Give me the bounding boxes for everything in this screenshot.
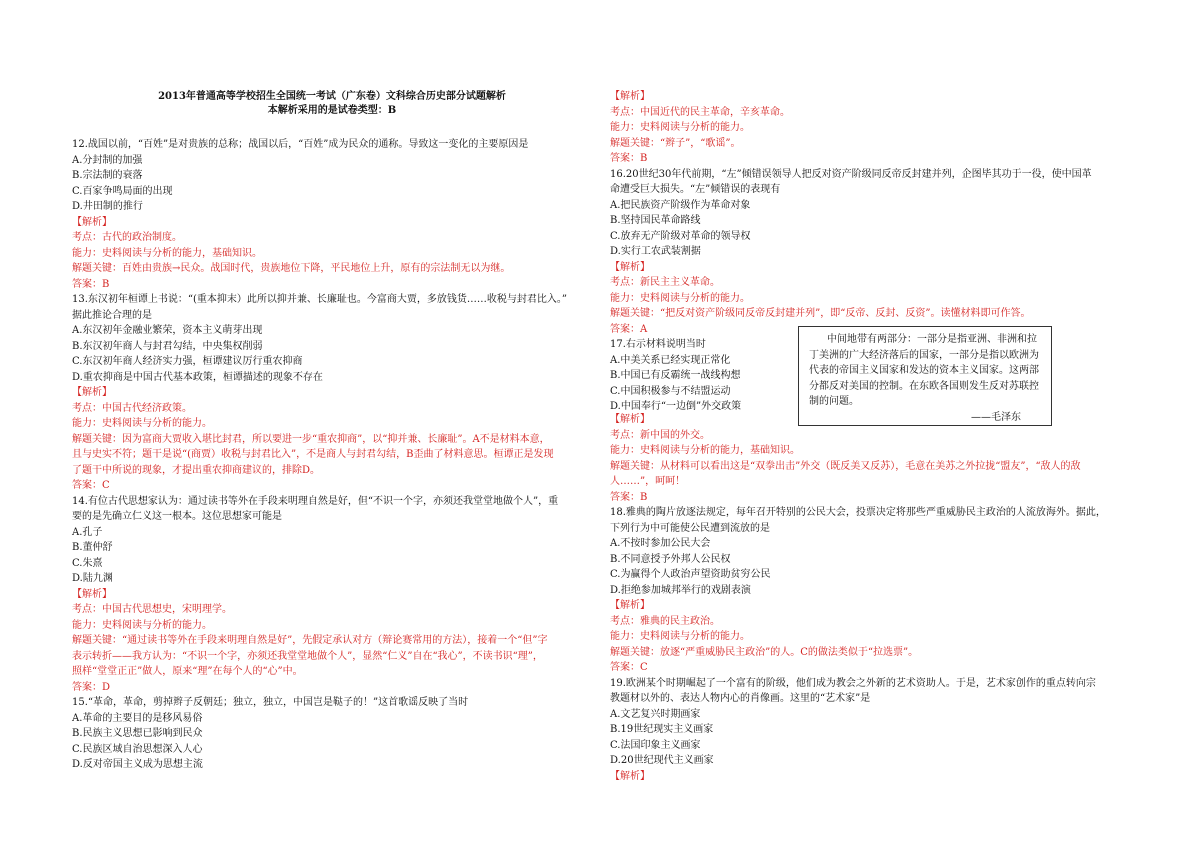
text-line: 答案：D <box>72 681 111 693</box>
text-line: C.朱熹 <box>72 557 103 569</box>
text-line: 【解析】 <box>72 588 112 600</box>
text-line: B.东汉初年商人与封君勾结，中央集权削弱 <box>72 340 263 352</box>
text-line: 据此推论合理的是 <box>72 309 152 321</box>
text-line: C.中国积极参与不结盟运动 <box>610 385 731 397</box>
quote-line: 丁美洲的广大经济落后的国家，一部分是指以欧洲为 <box>809 349 1039 361</box>
text-line: 解题关键：从材料可以看出这是“双拳出击”外交（既反美又反苏），毛意在美苏之外拉拢“盟友”，“敌人的敌 <box>610 460 1081 472</box>
text-line: 表示转折——我方认为：“不识一个字，亦须还我堂堂地做个人”，显然“仁义”自在“我心”，不读书识“理”， <box>72 650 543 662</box>
text-line: 答案：A <box>610 323 648 335</box>
text-line: 照样“堂堂正正”做人，原来“理”在每个人的“心”中。 <box>72 666 303 677</box>
text-line: A.革命的主要目的是移风易俗 <box>72 712 203 724</box>
text-line: B.19世纪现实主义画家 <box>610 724 714 735</box>
text-line: 考点：雅典的民主政治。 <box>610 615 720 627</box>
text-line: D.反对帝国主义成为思想主流 <box>72 759 203 770</box>
text-line: 答案：C <box>610 662 648 673</box>
text-line: A.中美关系已经实现正常化 <box>610 354 731 366</box>
text-line: 考点：中国古代经济政策。 <box>72 402 192 414</box>
text-line: 解题关键：“辫子”，“歌谣”。 <box>610 137 741 149</box>
text-line: C.为赢得个人政治声望资助贫穷公民 <box>610 569 771 580</box>
text-line: D.陆九渊 <box>72 573 113 584</box>
text-line: 答案：C <box>72 480 110 491</box>
text-line: 【解析】 <box>610 770 650 782</box>
text-line: 15.“革命，革命，剪掉辫子反朝廷；独立，独立，中国岂是鞑子的！”这首歌谣反映了当时 <box>72 697 469 708</box>
text-line: 了题干中所说的现象，才提出重农抑商建议的，排除D。 <box>72 464 321 476</box>
quote-line: 分都反对美国的控制。在东欧各国则发生反对苏联控 <box>809 380 1039 392</box>
text-line: 教题材以外的、表达人物内心的肖像画。这里的“艺术家”是 <box>610 693 871 704</box>
text-line: 答案：B <box>610 153 648 164</box>
text-line: 考点：古代的政治制度。 <box>72 232 182 243</box>
quote-box <box>798 326 1052 426</box>
text-line: 【解析】 <box>610 261 650 273</box>
text-line: 解题关键：因为富商大贾收入堪比封君，所以要进一步“重农抑商”，以“抑并兼、长廉耻”。A不是材料本意， <box>72 433 550 445</box>
text-line: 【解析】 <box>72 387 112 398</box>
text-line: 考点：新民主主义革命。 <box>610 277 720 288</box>
text-line: C.东汉初年商人经济实力强，桓谭建议厉行重农抑商 <box>72 356 303 367</box>
text-line: 【解析】 <box>610 414 650 425</box>
text-line: A.东汉初年金融业繁荣，资本主义萌芽出现 <box>72 325 263 336</box>
text-line: 解题关键：百姓由贵族→民众。战国时代，贵族地位下降，平民地位上升，原有的宗法制无以为继。 <box>72 263 511 274</box>
text-line: B.坚持国民革命路线 <box>610 215 701 226</box>
text-line: 解题关键：放逐“严重威胁民主政治”的人。C的做法类似于“拉选票”。 <box>610 646 919 658</box>
text-line: 13.东汉初年桓谭上书说：“(重本抑末）此所以抑并兼、长廉耻也。今富商大贾，多放钱货……收税与封君比入。” <box>72 294 568 305</box>
text-line: A.孔子 <box>72 526 103 538</box>
text-line: 19.欧洲某个时期崛起了一个富有的阶级，他们成为教会之外新的艺术资助人。于是，艺术家创作的重点转向宗 <box>610 677 1096 689</box>
text-line: C.放弃无产阶级对革命的领导权 <box>610 230 751 242</box>
text-line: C.法国印象主义画家 <box>610 739 701 751</box>
text-line: B.董仲舒 <box>72 542 113 553</box>
quote-author: ——毛泽东 <box>971 411 1021 423</box>
text-line: 考点：中国近代的民主革命，辛亥革命。 <box>610 106 790 118</box>
text-line: 解题关键：“通过读书等外在手段来明理自然是好”，先假定承认对方（辩论赛常用的方法），接着一个“但”字 <box>72 635 548 646</box>
text-line: D.中国奉行“一边倒”外交政策 <box>610 401 742 412</box>
text-line: B.不同意授予外邦人公民权 <box>610 553 731 565</box>
text-line: B.民族主义思想已影响到民众 <box>72 728 203 739</box>
text-line: A.把民族资产阶级作为革命对象 <box>610 199 751 211</box>
text-line: 【解析】 <box>72 216 112 228</box>
text-line: 12.战国以前，“百姓”是对贵族的总称；战国以后，“百姓”成为民众的通称。导致这一变化的主要原因是 <box>72 139 529 150</box>
quote-line: 中间地带有两部分：一部分是指亚洲、非洲和拉 <box>827 334 1037 345</box>
text-line: 能力：史料阅读与分析的能力。 <box>72 619 212 631</box>
quote-line: 制的问题。 <box>809 396 859 407</box>
text-line: 考点：中国古代思想史，宋明理学。 <box>72 604 232 615</box>
text-line: 考点：新中国的外交。 <box>610 429 710 441</box>
text-line: 16.20世纪30年代前期，“左”倾错误领导人把反对资产阶级同反帝反封建并列，企图毕其功于一役，使中国革 <box>610 168 1092 180</box>
text-line: A.分封制的加强 <box>72 154 143 166</box>
text-line: D.重农抑商是中国古代基本政策，桓谭描述的现象不存在 <box>72 371 323 383</box>
text-line: 【解析】 <box>610 600 650 611</box>
text-line: A.文艺复兴时期画家 <box>610 708 701 720</box>
text-line: 且与史实不符；题干是说“(商贾）收税与封君比入”，不是商人与封君勾结，B歪曲了材料意思。桓谭正是发现 <box>72 449 554 460</box>
text-line: B.中国已有反霸统一战线构想 <box>610 370 741 381</box>
document-subtitle: 本解析采用的是试卷类型：B <box>267 105 397 116</box>
text-line: C.民族区域自治思想深入人心 <box>72 743 203 755</box>
text-line: A.不按时参加公民大会 <box>610 538 711 549</box>
text-line: 答案：B <box>610 491 648 503</box>
text-line: D.20世纪现代主义画家 <box>610 755 714 766</box>
text-line: 18.雅典的陶片放逐法规定，每年召开特别的公民大会，投票决定将那些严重威胁民主政治的人流放海外。据此， <box>610 507 1106 518</box>
text-line: 能力：史料阅读与分析的能力。 <box>610 122 750 133</box>
text-line: 下列行为中可能使公民遭到流放的是 <box>610 522 770 534</box>
text-line: C.百家争鸣局面的出现 <box>72 185 173 197</box>
text-line: 人……”，呵呵！ <box>610 476 686 487</box>
text-line: 命遭受巨大损失。“左”倾错误的表现有 <box>610 184 781 195</box>
text-line: D.井田制的推行 <box>72 201 143 212</box>
text-line: D.拒绝参加城邦举行的戏剧表演 <box>610 584 751 596</box>
text-line: 能力：史料阅读与分析的能力。 <box>610 631 750 642</box>
text-line: 能力：史料阅读与分析的能力。 <box>610 292 750 304</box>
text-line: 解题关键：“把反对资产阶级同反帝反封建并列”，即“反帝、反封、反资”。读懂材料即可作答。 <box>610 308 1031 319</box>
text-line: B.宗法制的衰落 <box>72 170 143 181</box>
text-line: 能力：史料阅读与分析的能力。 <box>72 418 212 429</box>
text-line: 答案：B <box>72 278 110 290</box>
text-line: 【解析】 <box>610 91 650 102</box>
text-line: 14.有位古代思想家认为：通过读书等外在手段来明理自然是好，但“不识一个字，亦须还我堂堂地做个人”，重 <box>72 495 559 507</box>
text-line: 17.右示材料说明当时 <box>610 339 706 350</box>
text-line: 能力：史料阅读与分析的能力，基础知识。 <box>72 247 262 259</box>
text-line: 要的是先确立仁义这一根本。这位思想家可能是 <box>72 511 282 522</box>
quote-line: 代表的帝国主义国家和发达的资本主义国家。这两部 <box>809 365 1039 376</box>
text-line: D.实行工农武装割据 <box>610 246 701 257</box>
document-title: 2013年普通高等学校招生全国统一考试（广东卷）文科综合历史部分试题解析 <box>158 91 506 102</box>
text-line: 能力：史料阅读与分析的能力，基础知识。 <box>610 445 800 456</box>
